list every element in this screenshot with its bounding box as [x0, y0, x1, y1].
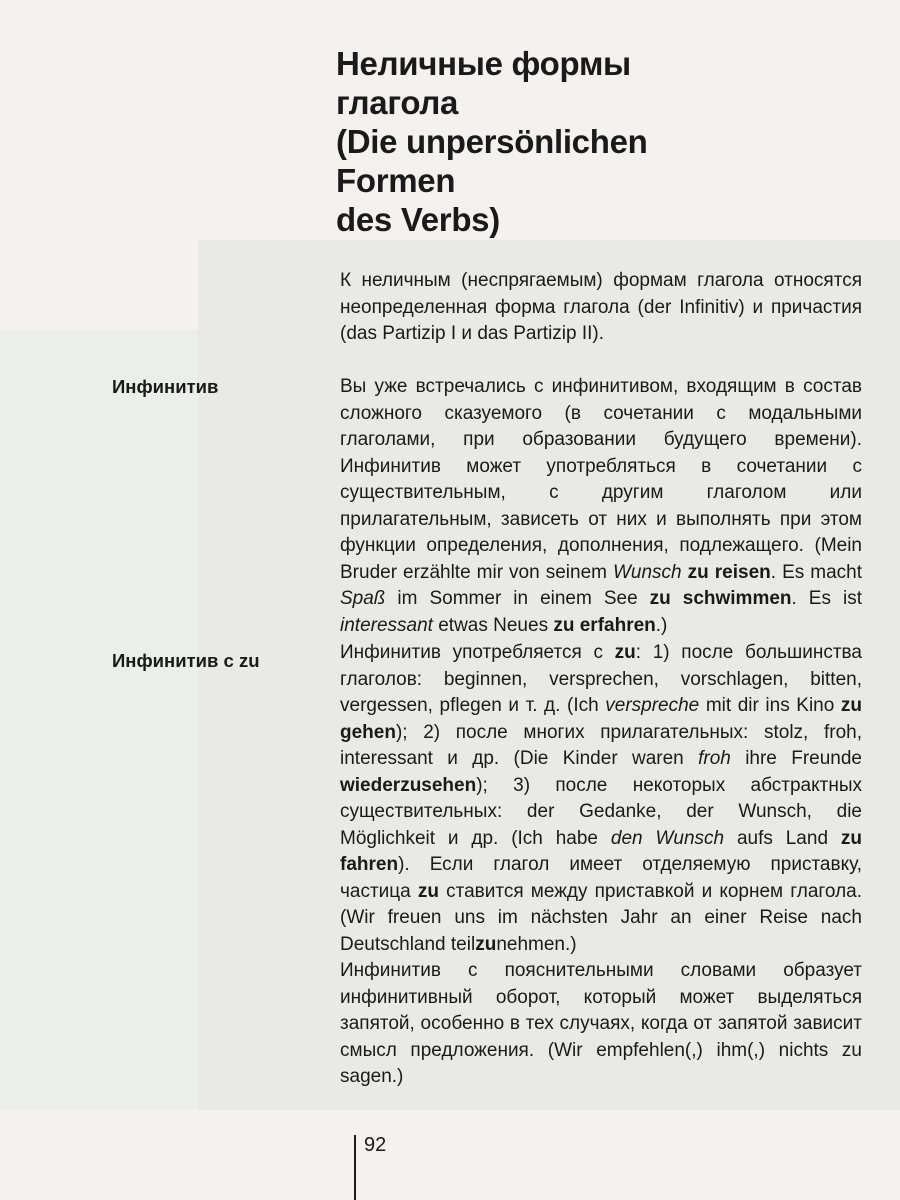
infinitive-phrase-paragraph: Инфинитив с пояснительными словами образует инфинитивный оборот, который может выделяться запятой, особенно в тех случаях, когда от запятой зависит смысл предложения. (Wir empfehlen(,) ihm(,) nichts zu sagen.) — [340, 960, 862, 1087]
infinitive-section-text — [340, 374, 862, 639]
section-label-infinitive-zu: Инфинитив с zu — [112, 650, 260, 671]
title-line: Formen — [336, 162, 456, 199]
title-line: des Verbs) — [336, 201, 500, 238]
intro-text: К неличным (неспрягаемым) формам глагола относятся неопределенная форма глагола (der Infinitiv) и причастия (das Partizip I и das Partizip II). — [340, 270, 862, 344]
page-title — [336, 44, 876, 239]
title-line: глагола — [336, 84, 459, 121]
infinitive-zu-paragraph: Инфинитив употребляется с zu: 1) после большинства глаголов: beginnen, versprechen, vorschlagen, bitten, vergessen, pflegen и т. д. (Ich verspreche mit dir ins Kino zu gehen); 2) после многих прилагательных: stolz, froh, interessant и др. (Die Kinder waren froh ihre Freunde wiederzusehen); 3) после некоторых абстрактных существительных: der Gedanke, der Wunsch, die Möglichkeit и др. (Ich habe den Wunsch aufs Land zu fahren). Если глагол имеет отделяемую приставку, частица zu ставится между приставкой и корнем глагола. (Wir freuen uns im nächsten Jahr an einer Reise nach Deutschland teilzunehmen.) — [340, 642, 863, 955]
infinitive-zu-section-text — [340, 640, 862, 1091]
page-number: 92 — [364, 1134, 387, 1156]
title-line: Неличные формы — [336, 45, 631, 82]
shaded-margin-panel — [0, 330, 198, 1110]
infinitive-paragraph: Вы уже встречались с инфинитивом, входящим в состав сложного сказуемого (в сочетании с модальными глаголами, при образовании будущего времени). Инфинитив может употребляться в сочетании с существительным, с другим глаголом или прилагательным, зависеть от них и выполнять при этом функции определения, дополнения, подлежащего. (Mein Bruder erzählte mir von seinem Wunsch zu reisen. Es macht Spaß im Sommer in einem See zu schwimmen. Es ist interessant etwas Neues zu erfahren.) — [340, 376, 862, 636]
section-label-infinitive: Инфинитив — [112, 376, 219, 397]
page-number-rule — [354, 1135, 356, 1200]
title-line: (Die unpersönlichen — [336, 123, 648, 160]
intro-paragraph — [340, 268, 862, 348]
